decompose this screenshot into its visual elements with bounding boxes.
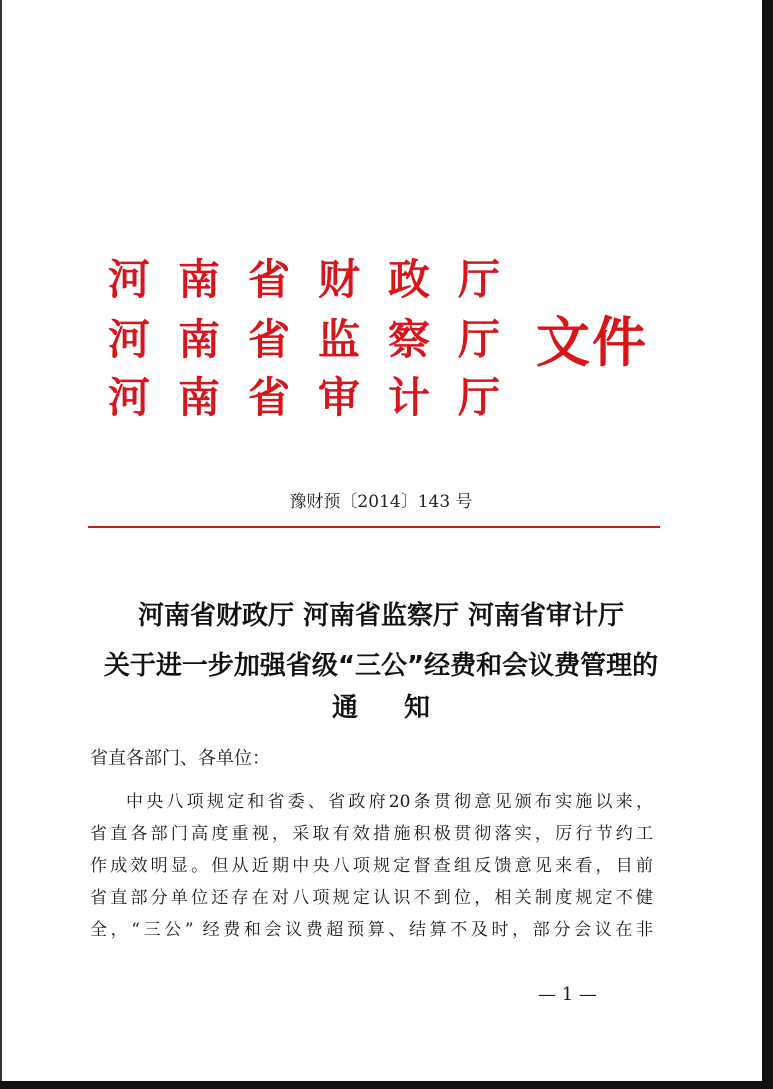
issuer-char: 厅 [458, 373, 501, 422]
issuer-char: 审 [318, 373, 361, 422]
document-header-suffix: 文件 [536, 311, 648, 374]
issuer-char: 计 [388, 373, 431, 422]
scan-bottom-edge [0, 1081, 773, 1089]
salutation: 省直各部门、各单位： [90, 748, 270, 769]
issuer-char: 省 [248, 315, 291, 364]
body-line: 中央八项规定和省委、省政府20条贯彻意见颁布实施以来， [126, 792, 653, 812]
document-number: 豫财预〔2014〕143 号 [289, 492, 473, 512]
issuer-supervision-department [108, 314, 528, 366]
issuer-char: 南 [178, 315, 221, 364]
issuer-audit-department [108, 372, 528, 424]
body-line: 省直部分单位还存在对八项规定认识不到位，相关制度规定不健 [90, 888, 653, 908]
issuer-char: 河 [108, 255, 151, 304]
body-line: 全，“三公” 经费和会议费超预算、结算不及时，部分会议在非 [90, 920, 653, 940]
issuer-finance-department [108, 254, 528, 306]
scan-left-edge [0, 0, 2, 1089]
title-line-2: 关于进一步加强省级“三公”经费和会议费管理的 [103, 651, 659, 681]
body-line: 省直各部门高度重视，采取有效措施积极贯彻落实，厉行节约工 [90, 824, 653, 844]
red-separator-line [88, 526, 660, 528]
title-line-3: 通知 [331, 693, 476, 723]
issuer-char: 省 [248, 255, 291, 304]
scan-right-edge [762, 0, 773, 1089]
issuer-char: 察 [388, 315, 431, 364]
issuer-char: 政 [388, 255, 431, 304]
issuer-char: 省 [248, 373, 291, 422]
issuer-char: 河 [108, 373, 151, 422]
title-line-1: 河南省财政厅 河南省监察厅 河南省审计厅 [137, 601, 625, 631]
issuer-char: 南 [178, 255, 221, 304]
issuer-char: 财 [318, 255, 361, 304]
issuer-char: 河 [108, 315, 151, 364]
issuer-char: 监 [318, 315, 361, 364]
issuer-char: 厅 [458, 315, 501, 364]
issuer-char: 南 [178, 373, 221, 422]
issuer-char: 厅 [458, 255, 501, 304]
body-line: 作成效明显。但从近期中央八项规定督查组反馈意见来看，目前 [90, 856, 653, 876]
page-number: — 1 — [538, 984, 597, 1005]
